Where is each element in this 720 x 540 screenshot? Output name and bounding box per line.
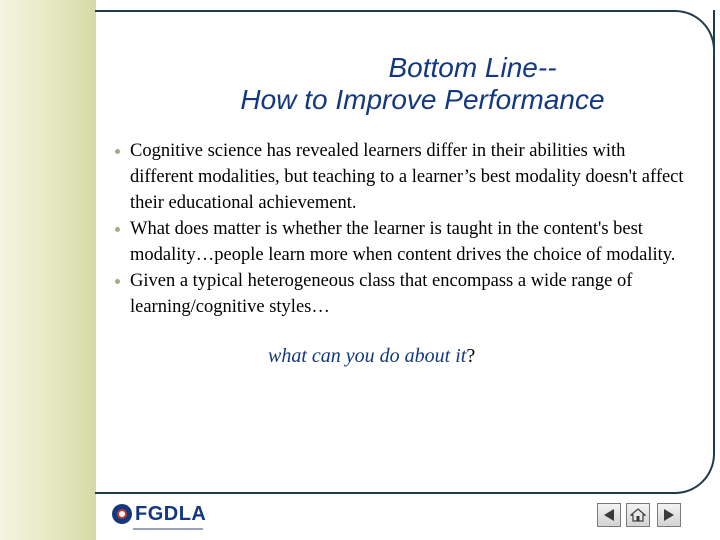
- closing-question-mark: ?: [466, 345, 476, 367]
- bullet-list: [115, 138, 685, 320]
- house-icon: [630, 507, 646, 523]
- bullet-dot-icon: [115, 149, 120, 154]
- logo-subtitle-strip: [133, 528, 203, 530]
- closing-question-text: what can you do about it: [268, 345, 467, 367]
- bullet-dot-icon: [115, 279, 120, 284]
- bullet-item: [115, 268, 685, 320]
- triangle-right-icon: [662, 508, 676, 522]
- fgdla-logo: [112, 503, 206, 525]
- title-line-2: How to Improve Performance: [240, 84, 605, 115]
- slide-title: [150, 52, 695, 116]
- bullet-text: What does matter is whether the learner is taught in the content's best modality…people learn more when content drives the choice of modality.: [130, 219, 676, 265]
- triangle-left-icon: [602, 508, 616, 522]
- next-slide-button[interactable]: [657, 503, 681, 527]
- closing-question: [268, 345, 475, 368]
- home-button[interactable]: [626, 503, 650, 527]
- slide-frame-top: [95, 10, 667, 12]
- bullet-dot-icon: [115, 227, 120, 232]
- bullet-item: [115, 138, 685, 216]
- bullet-text: Given a typical heterogeneous class that encompass a wide range of learning/cognitive styles…: [130, 271, 633, 317]
- title-line-1: Bottom Line--: [388, 52, 557, 83]
- bullet-text: Cognitive science has revealed learners differ in their abilities with different modalities, but teaching to a learner’s best modality doesn't affect their educational achievement.: [130, 141, 684, 213]
- seal-icon: [112, 504, 132, 524]
- previous-slide-button[interactable]: [597, 503, 621, 527]
- left-decorative-band: [0, 0, 96, 540]
- bullet-item: [115, 216, 685, 268]
- logo-text: FGDLA: [135, 502, 207, 525]
